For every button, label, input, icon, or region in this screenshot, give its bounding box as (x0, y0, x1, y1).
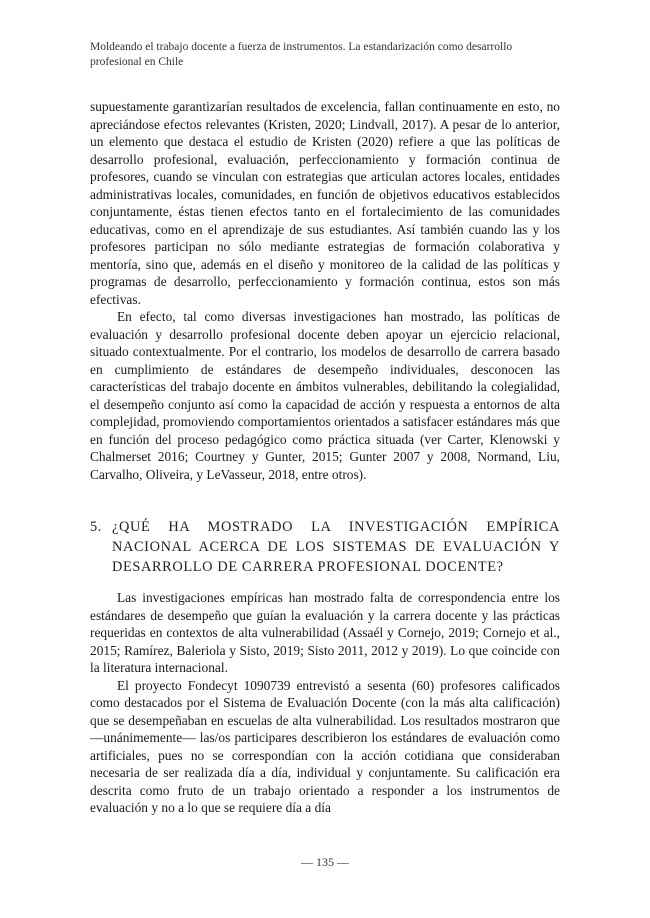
page-body (90, 40, 560, 817)
paragraph: En efecto, tal como diversas investigaciones han mostrado, las políticas de evaluación y desarrollo profesional docente deben apoyar un ejercicio relacional, situado contextualmente. Por el contrario, los modelos de desarrollo de carrera basado en cumplimiento de estándares de desempeño individuales, desconocen las características del trabajo docente en ámbitos vulnerables, debilitando la colegialidad, el desempeño conjunto así como la capacidad de acción y respuesta a entornos de alta complejidad, promoviendo comportamientos orientados a satisfacer estándares más que en función del proceso pedagógico como práctica situada (ver Carter, Klenowski y Chalmerset 2016; Courtney y Gunter, 2015; Gunter 2007 y 2008, Normand, Liu, Carvalho, Oliveira, y LeVasseur, 2018, entre otros). (90, 309, 560, 482)
section-title: ¿QUÉ HA MOSTRADO LA INVESTIGACIÓN EMPÍRICA NACIONAL ACERCA DE LOS SISTEMAS DE EVALUACIÓN Y DESARROLLO DE CARRERA PROFESIONAL DOCENTE? (112, 519, 560, 575)
paragraph: El proyecto Fondecyt 1090739 entrevistó a sesenta (60) profesores calificados como destacados por el Sistema de Evaluación Docente (con la más alta calificación) que se desempeñaban en escuelas de alta vulnerabilidad. Los resultados mostraron que —unánimemente— las/os participares describieron los estándares de evaluación como artificiales, pues no se correspondían con la acción cotidiana que consideraban necesaria de ser realizada día a día, individual y conjuntamente. Su calificación era descrita como fruto de un trabajo orientado a responder a los instrumentos de evaluación y no a lo que se requiere día a día (90, 677, 560, 815)
section-heading (90, 517, 560, 577)
paragraph: Las investigaciones empíricas han mostrado falta de correspondencia entre los estándares de desempeño que guían la evaluación y la carrera docente y las prácticas requeridas en contextos de alta vulnerabilidad (Assaél y Cornejo, 2019; Cornejo et al., 2015; Ramírez, Baleriola y Sisto, 2019; Sisto 2011, 2012 y 2019). Lo que coincide con la literatura internacional. (90, 590, 560, 675)
paragraph-continued: supuestamente garantizarían resultados de excelencia, fallan continuamente en esto, no apreciándose efectos relevantes (Kristen, 2020; Lindvall, 2017). A pesar de lo anterior, un elemento que destaca el estudio de Kristen (2020) refiere a que las políticas de desarrollo profesional, evaluación, perfeccionamiento y formación continua de profesores, cuando se vinculan con estrategias que articulan actores locales, entidades administrativas locales, comunidades, en función de objetivos educativos establecidos conjuntamente, éstas tienen efectos tanto en el fortalecimiento de las comunidades educativas, como en el aprendizaje de sus estudiantes. Así también cuando las y los profesores participan no sólo mediante estrategias de formación colaborativa y mentoría, sino que, además en el diseño y monitoreo de la calidad de las políticas y programas de desarrollo, perfeccionamiento y formación continua, estos son más efectivas. (90, 99, 560, 307)
running-header: Moldeando el trabajo docente a fuerza de instrumentos. La estandarización como desarrollo profesional en Chile (90, 41, 513, 68)
section-number: 5. (90, 519, 102, 535)
page-number: — 135 — (301, 855, 349, 869)
